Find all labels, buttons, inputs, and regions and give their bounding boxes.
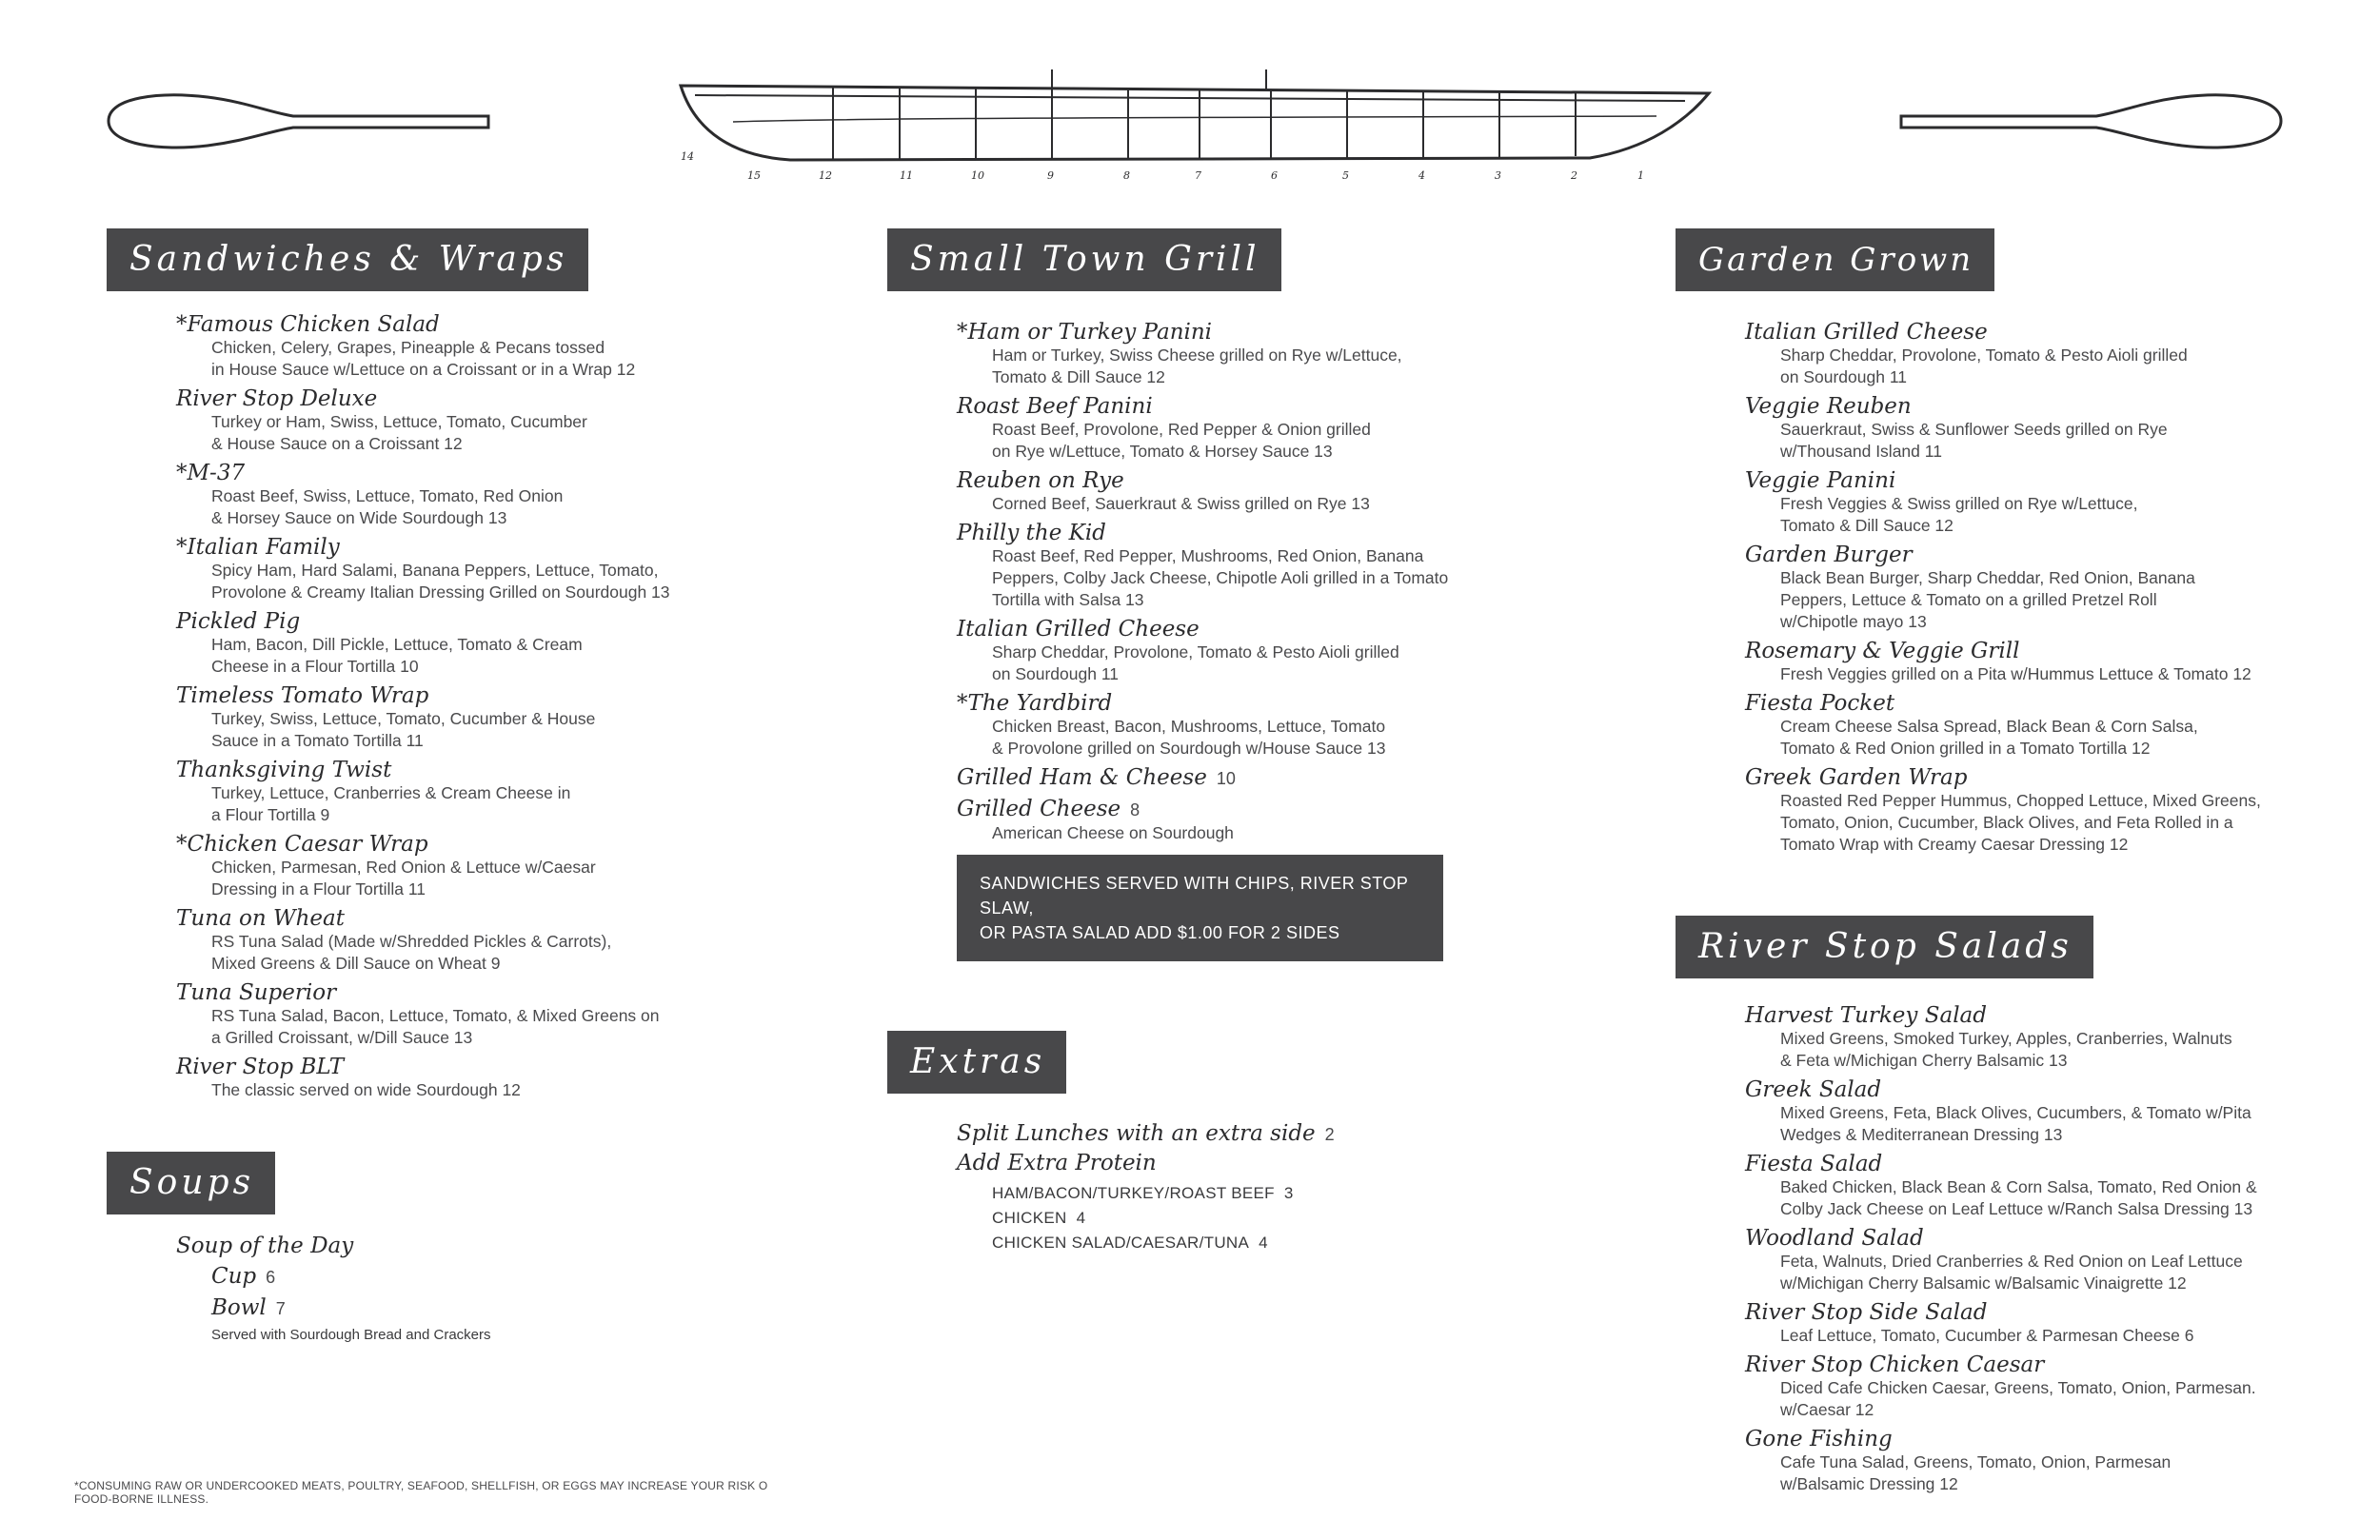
canoe-station-number: 1 bbox=[1637, 169, 1644, 182]
menu-item-title: Pickled Pig bbox=[176, 609, 301, 634]
menu-item-title: Harvest Turkey Salad bbox=[1745, 1003, 1987, 1028]
menu-item-name bbox=[176, 609, 670, 634]
menu-item-name bbox=[957, 797, 1448, 822]
menu-item-name bbox=[176, 386, 670, 411]
menu-item-description: Corned Beef, Sauerkraut & Swiss grilled on Rye 13 bbox=[992, 494, 1370, 513]
menu-item-description: Chicken Breast, Bacon, Mushrooms, Lettuce, Tomato & Provolone grilled on Sourdough w/House Sauce 13 bbox=[992, 717, 1386, 758]
menu-item bbox=[957, 468, 1448, 515]
canoe-station-number: 11 bbox=[900, 169, 913, 182]
canoe-station-number: 15 bbox=[747, 169, 761, 182]
menu-item-description: Fresh Veggies & Swiss grilled on Rye w/Lettuce, Tomato & Dill Sauce 12 bbox=[1780, 494, 2138, 535]
footnote: *CONSUMING RAW OR UNDERCOOKED MEATS, POULTRY, SEAFOOD, SHELLFISH, OR EGGS MAY INCREASE YOUR RISK O FOOD-BORNE ILLNESS. bbox=[74, 1479, 768, 1506]
paddle-right-icon bbox=[1896, 88, 2287, 154]
menu-item bbox=[957, 394, 1448, 463]
soup-cup-label: Cup bbox=[211, 1264, 257, 1289]
canoe-icon bbox=[676, 65, 1714, 188]
menu-item-name bbox=[176, 535, 670, 560]
protein-option-price: 4 bbox=[1076, 1209, 1086, 1227]
protein-option-name: CHICKEN SALAD/CAESAR/TUNA bbox=[992, 1234, 1250, 1252]
menu-item bbox=[1745, 691, 2261, 760]
soup-bowl-price: 7 bbox=[275, 1299, 286, 1318]
protein-option bbox=[957, 1181, 1335, 1206]
protein-option bbox=[957, 1231, 1335, 1255]
menu-item-description: Roast Beef, Provolone, Red Pepper & Onion grilled on Rye w/Lettuce, Tomato & Horsey Sauce 13 bbox=[992, 420, 1371, 461]
menu-item bbox=[176, 312, 670, 381]
menu-item-name bbox=[176, 683, 670, 708]
menu-item-description: Chicken, Parmesan, Red Onion & Lettuce w/Caesar Dressing in a Flour Tortilla 11 bbox=[211, 858, 596, 898]
extra-split-price: 2 bbox=[1324, 1125, 1335, 1144]
menu-item-title: River Stop Chicken Caesar bbox=[1745, 1352, 2045, 1377]
menu-item-name bbox=[1745, 639, 2261, 663]
extra-protein-options bbox=[957, 1181, 1335, 1255]
soup-note: Served with Sourdough Bread and Crackers bbox=[211, 1327, 491, 1343]
menu-item bbox=[1745, 1300, 2257, 1347]
menu-item-name bbox=[1745, 1226, 2257, 1251]
menu-item bbox=[1745, 468, 2261, 537]
menu-item-name bbox=[1745, 1003, 2257, 1028]
menu-item-title: Tuna Superior bbox=[176, 980, 337, 1005]
menu-item-title: Greek Garden Wrap bbox=[1745, 765, 1968, 790]
soup-cup-price: 6 bbox=[266, 1268, 276, 1287]
menu-item-title: Thanksgiving Twist bbox=[176, 758, 392, 782]
menu-item bbox=[957, 797, 1448, 844]
menu-item-name bbox=[1745, 320, 2261, 345]
menu-item bbox=[176, 609, 670, 678]
menu-item-title: Roast Beef Panini bbox=[957, 394, 1153, 419]
menu-item-description: Ham, Bacon, Dill Pickle, Lettuce, Tomato & Cream Cheese in a Flour Tortilla 10 bbox=[211, 635, 583, 676]
menu-item-description: RS Tuna Salad, Bacon, Lettuce, Tomato, & Mixed Greens on a Grilled Croissant, w/Dill Sauce 13 bbox=[211, 1006, 660, 1047]
menu-item-name bbox=[957, 468, 1448, 493]
menu-item bbox=[1745, 1152, 2257, 1220]
menu-item-description: Turkey or Ham, Swiss, Lettuce, Tomato, Cucumber & House Sauce on a Croissant 12 bbox=[211, 412, 587, 453]
protein-option-price: 4 bbox=[1259, 1234, 1268, 1252]
menu-item-description: The classic served on wide Sourdough 12 bbox=[211, 1080, 521, 1099]
menu-item bbox=[1745, 1226, 2257, 1294]
menu-item-title: Philly the Kid bbox=[957, 521, 1106, 545]
soup-bowl bbox=[176, 1295, 491, 1321]
menu-item bbox=[176, 980, 670, 1049]
paddle-left-icon bbox=[103, 88, 493, 154]
canoe-station-number: 14 bbox=[681, 150, 694, 163]
menu-item-name bbox=[1745, 1352, 2257, 1377]
menu-item-description: Chicken, Celery, Grapes, Pineapple & Pecans tossed in House Sauce w/Lettuce on a Croissant or in a Wrap 12 bbox=[211, 338, 636, 379]
menu-item-description: Diced Cafe Chicken Caesar, Greens, Tomato, Onion, Parmesan. w/Caesar 12 bbox=[1780, 1378, 2256, 1419]
menu-item bbox=[957, 320, 1448, 388]
menu-item bbox=[957, 765, 1448, 791]
menu-item-title: Fiesta Salad bbox=[1745, 1152, 1883, 1176]
menu-item-title: Reuben on Rye bbox=[957, 468, 1124, 493]
menu-item-name bbox=[1745, 394, 2261, 419]
menu-item-title: *Ham or Turkey Panini bbox=[957, 320, 1213, 345]
menu-item-description: Baked Chicken, Black Bean & Corn Salsa, Tomato, Red Onion & Colby Jack Cheese on Leaf Lettuce w/Ranch Salsa Dressing 13 bbox=[1780, 1177, 2257, 1218]
extra-split-label: Split Lunches with an extra side bbox=[957, 1121, 1316, 1146]
canoe-station-number: 9 bbox=[1047, 169, 1054, 182]
menu-item-title: River Stop Deluxe bbox=[176, 386, 378, 411]
section-header-sandwiches: Sandwiches & Wraps bbox=[107, 228, 588, 291]
menu-item-title: Italian Grilled Cheese bbox=[1745, 320, 1988, 345]
menu-item-description: Sharp Cheddar, Provolone, Tomato & Pesto Aioli grilled on Sourdough 11 bbox=[992, 642, 1399, 683]
menu-item bbox=[957, 617, 1448, 685]
menu-item-title: Fiesta Pocket bbox=[1745, 691, 1895, 716]
menu-item-title: Gone Fishing bbox=[1745, 1427, 1893, 1451]
menu-item-title: Woodland Salad bbox=[1745, 1226, 1924, 1251]
menu-item bbox=[1745, 765, 2261, 856]
section-header-garden: Garden Grown bbox=[1676, 228, 1994, 291]
menu-item bbox=[1745, 1003, 2257, 1072]
soup-name: Soup of the Day bbox=[176, 1234, 354, 1258]
menu-item bbox=[176, 683, 670, 752]
menu-item-description: Sharp Cheddar, Provolone, Tomato & Pesto Aioli grilled on Sourdough 11 bbox=[1780, 346, 2188, 386]
menu-item-name bbox=[176, 980, 670, 1005]
menu-item-title: *Italian Family bbox=[176, 535, 340, 560]
menu-item-title: *The Yardbird bbox=[957, 691, 1113, 716]
menu-item-title: Veggie Panini bbox=[1745, 468, 1896, 493]
menu-item-name bbox=[1745, 468, 2261, 493]
menu-item-name bbox=[1745, 543, 2261, 567]
menu-item-title: Grilled Cheese bbox=[957, 797, 1121, 821]
menu-item bbox=[176, 535, 670, 603]
canoe-station-number: 5 bbox=[1342, 169, 1349, 182]
menu-item-title: Greek Salad bbox=[1745, 1077, 1882, 1102]
extra-protein: Add Extra Protein bbox=[957, 1151, 1157, 1175]
menu-item-description: Mixed Greens, Feta, Black Olives, Cucumbers, & Tomato w/Pita Wedges & Mediterranean Dressing 13 bbox=[1780, 1103, 2251, 1144]
menu-item bbox=[1745, 1077, 2257, 1146]
protein-option-name: HAM/BACON/TURKEY/ROAST BEEF bbox=[992, 1184, 1275, 1202]
menu-item-name bbox=[176, 1055, 670, 1079]
menu-item-description: Spicy Ham, Hard Salami, Banana Peppers, Lettuce, Tomato, Provolone & Creamy Italian Dressing Grilled on Sourdough 13 bbox=[211, 561, 670, 602]
section-header-grill: Small Town Grill bbox=[887, 228, 1281, 291]
canoe-station-number: 10 bbox=[971, 169, 984, 182]
menu-item-description: Fresh Veggies grilled on a Pita w/Hummus Lettuce & Tomato 12 bbox=[1780, 664, 2251, 683]
menu-item-title: Veggie Reuben bbox=[1745, 394, 1912, 419]
menu-item-name bbox=[1745, 1077, 2257, 1102]
garden-list bbox=[1745, 320, 2261, 856]
menu-item-name bbox=[957, 521, 1448, 545]
sides-note-box: SANDWICHES SERVED WITH CHIPS, RIVER STOP SLAW, OR PASTA SALAD ADD $1.00 FOR 2 SIDES bbox=[957, 855, 1443, 961]
section-header-salads: River Stop Salads bbox=[1676, 916, 2093, 978]
menu-item bbox=[176, 758, 670, 826]
menu-item bbox=[957, 521, 1448, 611]
canoe-station-number: 7 bbox=[1195, 169, 1201, 182]
protein-option-name: CHICKEN bbox=[992, 1209, 1067, 1227]
canoe-station-number: 6 bbox=[1271, 169, 1278, 182]
section-header-soups: Soups bbox=[107, 1152, 275, 1214]
menu-item bbox=[1745, 394, 2261, 463]
menu-item-title: Tuna on Wheat bbox=[176, 906, 345, 931]
menu-item-name bbox=[176, 461, 670, 485]
menu-item-title: Grilled Ham & Cheese bbox=[957, 765, 1207, 790]
menu-item-name bbox=[176, 758, 670, 782]
soup-cup bbox=[176, 1264, 491, 1290]
menu-item-name bbox=[176, 832, 670, 857]
salads-list bbox=[1745, 1003, 2257, 1495]
menu-item-name bbox=[1745, 1152, 2257, 1176]
protein-option-price: 3 bbox=[1283, 1184, 1294, 1202]
menu-item-name bbox=[176, 312, 670, 337]
menu-item-title: Italian Grilled Cheese bbox=[957, 617, 1200, 642]
menu-item-name bbox=[1745, 765, 2261, 790]
menu-item-name bbox=[957, 394, 1448, 419]
canoe-station-number: 2 bbox=[1571, 169, 1577, 182]
menu-item-price: 10 bbox=[1216, 769, 1236, 788]
menu-item bbox=[957, 691, 1448, 760]
menu-item-name bbox=[957, 320, 1448, 345]
menu-item-description: RS Tuna Salad (Made w/Shredded Pickles & Carrots), Mixed Greens & Dill Sauce on Wheat 9 bbox=[211, 932, 612, 973]
menu-item-title: *M-37 bbox=[176, 461, 246, 485]
menu-item-description: Ham or Turkey, Swiss Cheese grilled on Rye w/Lettuce, Tomato & Dill Sauce 12 bbox=[992, 346, 1402, 386]
menu-item-title: *Chicken Caesar Wrap bbox=[176, 832, 428, 857]
menu-item bbox=[176, 386, 670, 455]
menu-item bbox=[176, 906, 670, 975]
extra-split bbox=[957, 1121, 1335, 1147]
soup-bowl-label: Bowl bbox=[211, 1295, 267, 1320]
menu-item-description: Turkey, Lettuce, Cranberries & Cream Cheese in a Flour Tortilla 9 bbox=[211, 783, 571, 824]
menu-item-description: Roasted Red Pepper Hummus, Chopped Lettuce, Mixed Greens, Tomato, Onion, Cucumber, Black Olives, and Feta Rolled in a Tomato Wrap with Creamy Caesar Dressing 12 bbox=[1780, 791, 2261, 854]
section-header-extras: Extras bbox=[887, 1031, 1066, 1094]
menu-item-name bbox=[957, 765, 1448, 791]
soups-list bbox=[176, 1234, 491, 1343]
menu-item bbox=[1745, 543, 2261, 633]
menu-item-title: River Stop BLT bbox=[176, 1055, 345, 1079]
menu-item-title: Rosemary & Veggie Grill bbox=[1745, 639, 2020, 663]
menu-item-description: American Cheese on Sourdough bbox=[992, 823, 1234, 842]
protein-option bbox=[957, 1206, 1335, 1231]
menu-item bbox=[1745, 639, 2261, 685]
canoe-station-number: 8 bbox=[1123, 169, 1130, 182]
menu-item bbox=[1745, 320, 2261, 388]
menu-item-title: Garden Burger bbox=[1745, 543, 1913, 567]
menu-item-name bbox=[1745, 691, 2261, 716]
menu-item-description: Leaf Lettuce, Tomato, Cucumber & Parmesan Cheese 6 bbox=[1780, 1326, 2194, 1345]
menu-item-name bbox=[957, 691, 1448, 716]
sandwiches-list bbox=[176, 312, 670, 1101]
menu-item-description: Cream Cheese Salsa Spread, Black Bean & Corn Salsa, Tomato & Red Onion grilled in a Tomato Tortilla 12 bbox=[1780, 717, 2198, 758]
menu-item-description: Mixed Greens, Smoked Turkey, Apples, Cranberries, Walnuts & Feta w/Michigan Cherry Balsamic 13 bbox=[1780, 1029, 2232, 1070]
menu-item-price: 8 bbox=[1130, 800, 1140, 819]
menu-item-title: Timeless Tomato Wrap bbox=[176, 683, 429, 708]
menu-item-title: *Famous Chicken Salad bbox=[176, 312, 440, 337]
menu-item bbox=[176, 461, 670, 529]
menu-item-name bbox=[1745, 1300, 2257, 1325]
canoe-station-number: 12 bbox=[819, 169, 832, 182]
menu-item-description: Cafe Tuna Salad, Greens, Tomato, Onion, Parmesan w/Balsamic Dressing 12 bbox=[1780, 1452, 2172, 1493]
menu-item bbox=[176, 832, 670, 900]
menu-item-description: Sauerkraut, Swiss & Sunflower Seeds grilled on Rye w/Thousand Island 11 bbox=[1780, 420, 2168, 461]
menu-item-name bbox=[1745, 1427, 2257, 1451]
menu-item bbox=[1745, 1352, 2257, 1421]
menu-item-description: Turkey, Swiss, Lettuce, Tomato, Cucumber & House Sauce in a Tomato Tortilla 11 bbox=[211, 709, 596, 750]
menu-item-description: Feta, Walnuts, Dried Cranberries & Red Onion on Leaf Lettuce w/Michigan Cherry Balsamic w/Balsamic Vinaigrette 12 bbox=[1780, 1252, 2243, 1293]
menu-item-name bbox=[957, 617, 1448, 642]
menu-item-name bbox=[176, 906, 670, 931]
menu-item-description: Roast Beef, Red Pepper, Mushrooms, Red Onion, Banana Peppers, Colby Jack Cheese, Chipotle Aoli grilled in a Tomato Tortilla with Salsa 13 bbox=[992, 546, 1449, 609]
canoe-station-number: 3 bbox=[1495, 169, 1501, 182]
canoe-station-number: 4 bbox=[1418, 169, 1425, 182]
menu-item bbox=[176, 1055, 670, 1101]
menu-item bbox=[1745, 1427, 2257, 1495]
menu-item-description: Roast Beef, Swiss, Lettuce, Tomato, Red Onion & Horsey Sauce on Wide Sourdough 13 bbox=[211, 486, 564, 527]
menu-item-title: River Stop Side Salad bbox=[1745, 1300, 1988, 1325]
grill-list bbox=[957, 320, 1448, 844]
extras-list bbox=[957, 1121, 1335, 1255]
menu-item-description: Black Bean Burger, Sharp Cheddar, Red Onion, Banana Peppers, Lettuce & Tomato on a grilled Pretzel Roll w/Chipotle mayo 13 bbox=[1780, 568, 2195, 631]
